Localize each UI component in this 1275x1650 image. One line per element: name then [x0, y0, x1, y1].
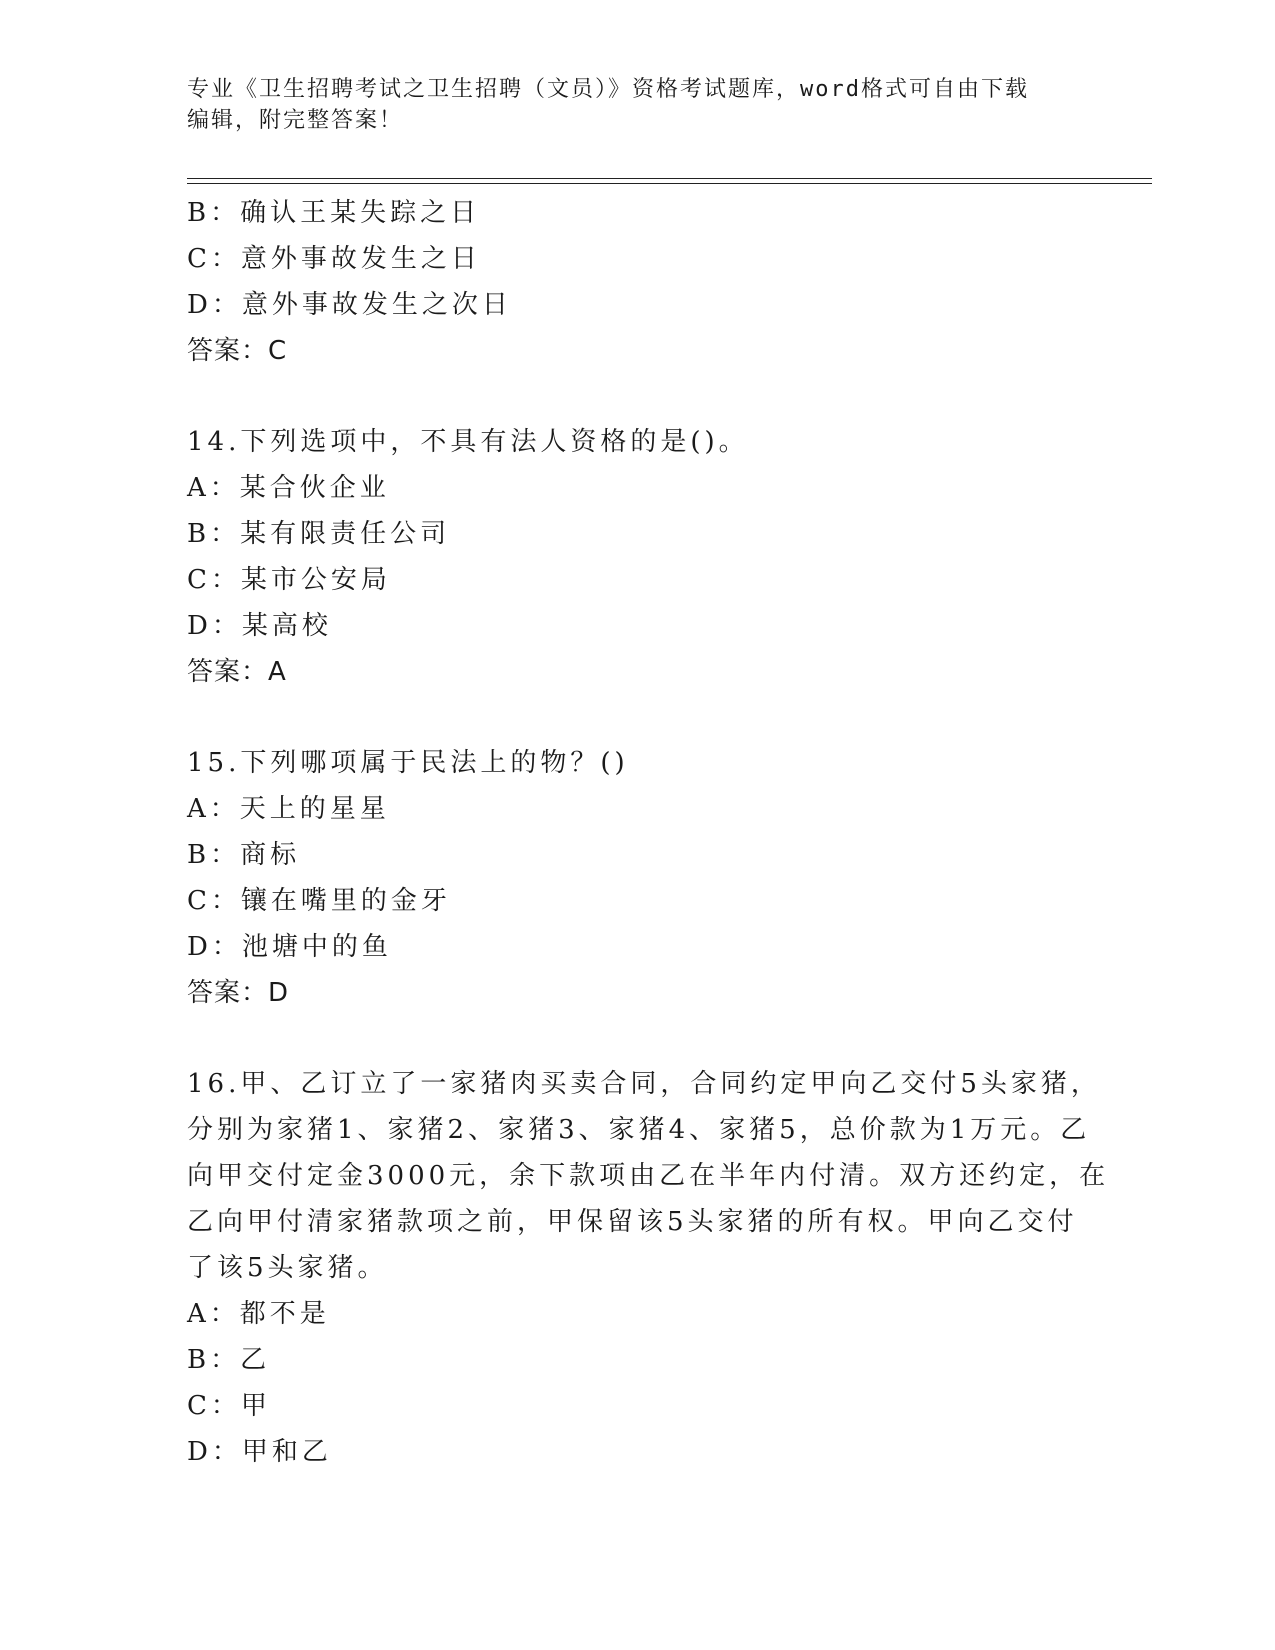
question-stem-line: 16.甲、乙订立了一家猪肉买卖合同，合同约定甲向乙交付5头家猪，	[187, 1069, 1101, 1099]
header-divider-top	[187, 178, 1152, 179]
option-a: A：某合伙企业	[187, 473, 390, 503]
header-line-2: 编辑，附完整答案！	[187, 108, 404, 133]
spacer	[187, 1016, 1087, 1061]
option-b: B：商标	[187, 840, 301, 870]
question-list	[187, 190, 1110, 1475]
option-c: C：意外事故发生之日	[187, 244, 481, 274]
option-d: D：意外事故发生之次日	[187, 290, 512, 320]
header-divider-bottom	[187, 183, 1152, 184]
question-15	[187, 740, 1087, 1016]
question-stem-line: 向甲交付定金3000元，余下款项由乙在半年内付清。双方还约定，在	[187, 1161, 1110, 1191]
option-b: B：乙	[187, 1345, 271, 1375]
option-c: C：某市公安局	[187, 565, 391, 595]
option-a: A：都不是	[187, 1299, 330, 1329]
question-stem-line: 了该5头家猪。	[187, 1253, 388, 1283]
option-b: B：某有限责任公司	[187, 519, 451, 549]
option-d: D：某高校	[187, 611, 332, 641]
document-header	[187, 74, 1067, 136]
answer-line: 答案：D	[187, 978, 290, 1008]
option-d: D：池塘中的鱼	[187, 932, 392, 962]
option-d: D：甲和乙	[187, 1437, 332, 1467]
question-stem: 15.下列哪项属于民法上的物？()	[187, 748, 629, 778]
question-13-tail	[187, 190, 1087, 374]
header-line-1: 专业《卫生招聘考试之卫生招聘（文员）》资格考试题库，word格式可自由下载	[187, 77, 1029, 102]
answer-line: 答案：C	[187, 336, 288, 366]
question-stem-line: 乙向甲付清家猪款项之前，甲保留该5头家猪的所有权。甲向乙交付	[187, 1207, 1078, 1237]
answer-line: 答案：A	[187, 657, 287, 687]
question-14	[187, 419, 1087, 695]
spacer	[187, 374, 1087, 419]
question-16	[187, 1061, 1110, 1475]
question-stem-line: 分别为家猪1、家猪2、家猪3、家猪4、家猪5，总价款为1万元。乙	[187, 1115, 1091, 1145]
question-stem: 14.下列选项中，不具有法人资格的是()。	[187, 427, 749, 457]
option-c: C：镶在嘴里的金牙	[187, 886, 451, 916]
option-c: C：甲	[187, 1391, 271, 1421]
option-b: B：确认王某失踪之日	[187, 198, 481, 228]
spacer	[187, 695, 1087, 740]
option-a: A：天上的星星	[187, 794, 390, 824]
